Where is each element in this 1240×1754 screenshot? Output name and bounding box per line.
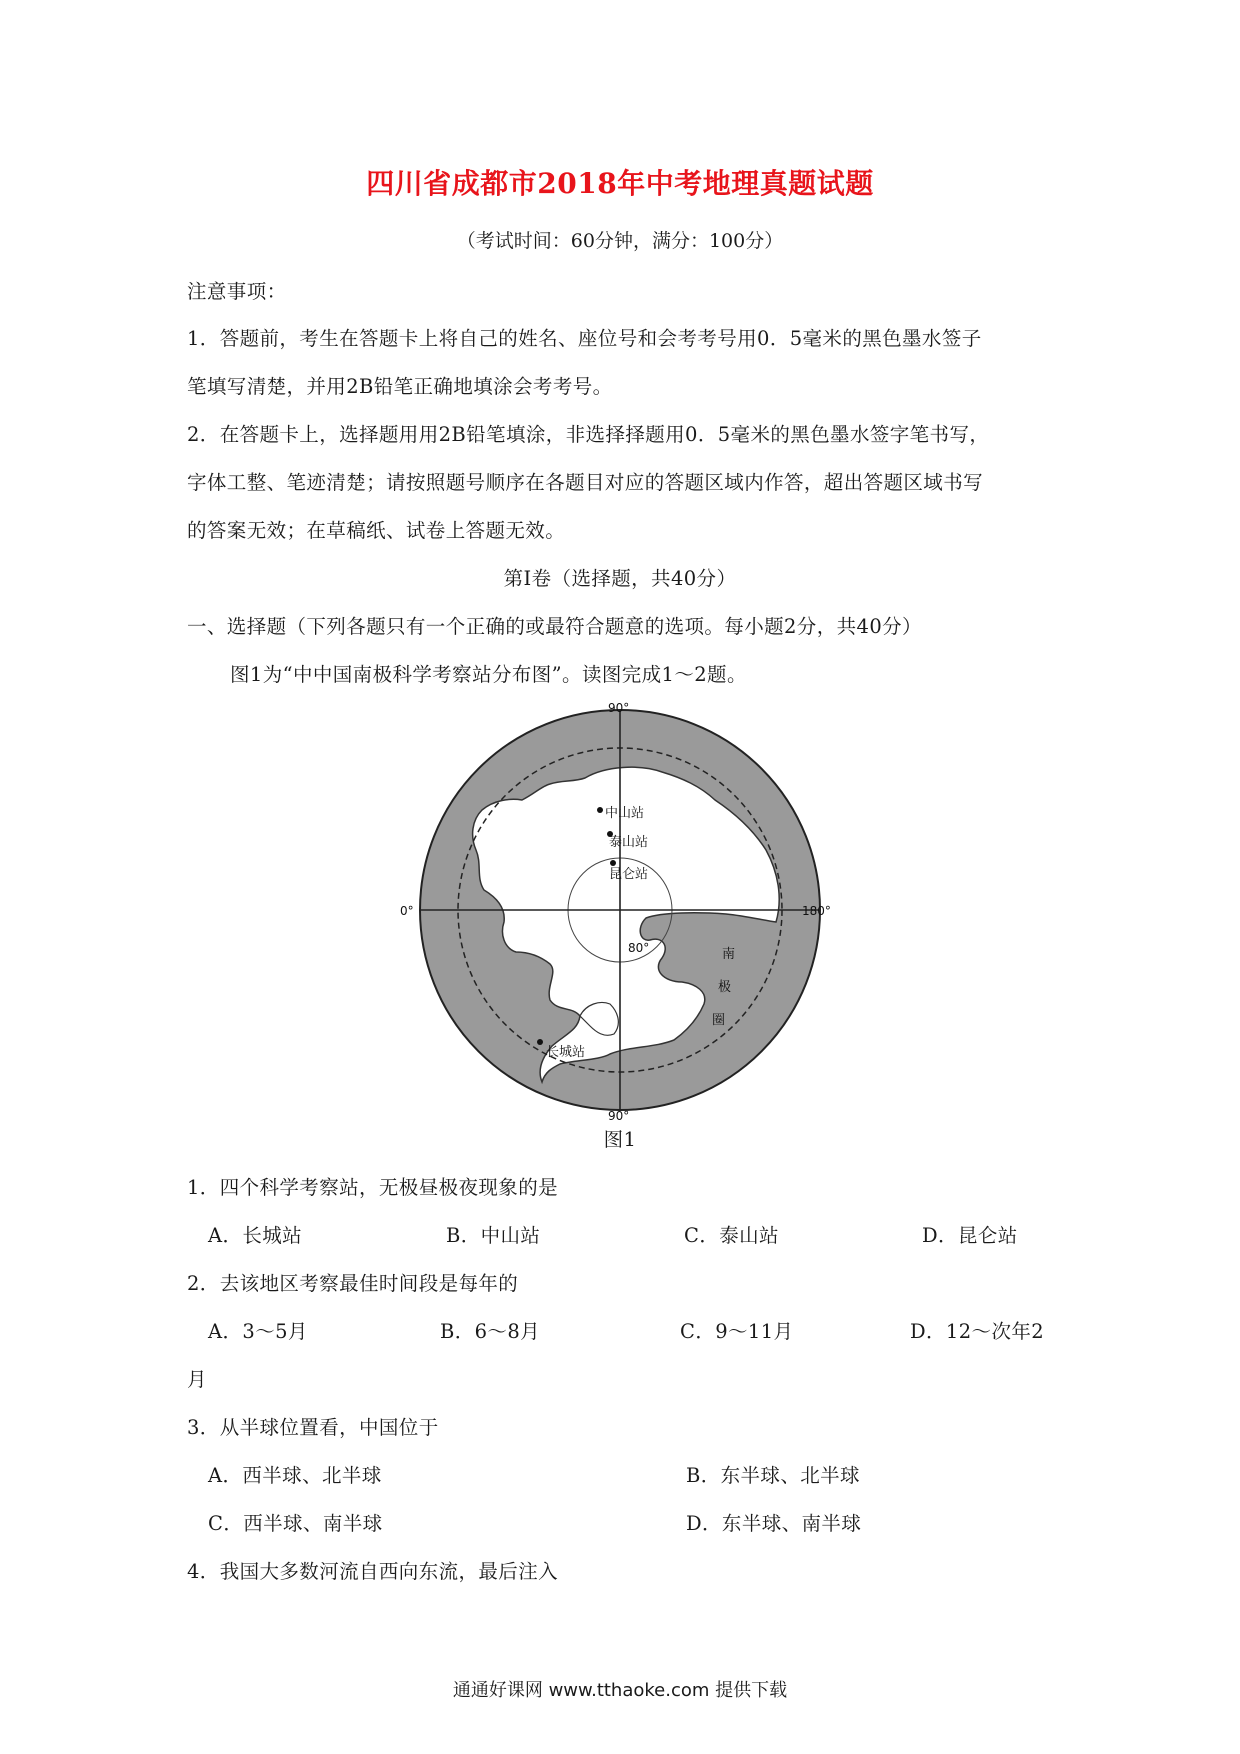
notice-line: 字体工整、笔迹清楚；请按照题号顺序在各题目对应的答题区域内作答，超出答题区域书写 — [187, 471, 984, 494]
page-title: 四川省成都市2018年中考地理真题试题 — [366, 167, 874, 200]
footer-credit: 通通好课网 www.tthaoke.com 提供下载 — [452, 1680, 788, 1701]
great-wall-marker — [537, 1039, 543, 1045]
station-label: 中山站 — [605, 806, 645, 821]
option: B．6～8月 — [440, 1320, 541, 1343]
figure-caption: 图1 — [603, 1128, 637, 1151]
antarctic-circle-label: 圈 — [712, 1013, 726, 1028]
option: A．西半球、北半球 — [208, 1464, 382, 1487]
antarctica-map — [400, 700, 840, 1120]
option: C．9～11月 — [680, 1320, 794, 1343]
notice-line: 2．在答题卡上，选择题用用2B铅笔填涂，非选择择题用0．5毫米的黑色墨水签字笔书写， — [187, 423, 990, 446]
part-title: 第Ⅰ卷（选择题，共40分） — [503, 567, 737, 590]
label-180: 180° — [802, 904, 831, 918]
antarctic-circle-label: 极 — [718, 980, 732, 995]
station-label: 昆仑站 — [609, 867, 649, 882]
kunlun-marker — [610, 860, 616, 866]
option: D．12～次年2 — [910, 1320, 1045, 1343]
exam-info: （考试时间：60分钟，满分：100分） — [456, 230, 784, 252]
station-label: 长城站 — [546, 1045, 586, 1060]
label-top-90: 90° — [608, 701, 630, 715]
figure-intro: 图1为“中中国南极科学考察站分布图”。读图完成1～2题。 — [230, 663, 747, 686]
option: D．昆仑站 — [922, 1224, 1018, 1247]
label-80: 80° — [628, 941, 650, 955]
option-wrap: 月 — [187, 1368, 207, 1391]
section-heading: 一、选择题（下列各题只有一个正确的或最符合题意的选项。每小题2分，共40分） — [187, 615, 922, 638]
option: A．3～5月 — [208, 1320, 308, 1343]
question-stem: 3．从半球位置看，中国位于 — [187, 1416, 439, 1439]
option: D．东半球、南半球 — [686, 1512, 862, 1535]
option: B．中山站 — [446, 1224, 541, 1247]
notice-heading: 注意事项： — [187, 280, 287, 303]
antarctic-circle-label: 南 — [722, 947, 736, 962]
question-stem: 4．我国大多数河流自西向东流，最后注入 — [187, 1560, 559, 1583]
station-label: 泰山站 — [609, 835, 649, 850]
option: C．西半球、南半球 — [208, 1512, 383, 1535]
option: C．泰山站 — [684, 1224, 779, 1247]
question-stem: 1．四个科学考察站，无极昼极夜现象的是 — [187, 1176, 559, 1199]
notice-line: 的答案无效；在草稿纸、试卷上答题无效。 — [187, 519, 566, 542]
zhongshan-marker — [597, 807, 603, 813]
option: B．东半球、北半球 — [686, 1464, 860, 1487]
notice-line: 笔填写清楚，并用2B铅笔正确地填涂会考考号。 — [187, 375, 613, 398]
option: A．长城站 — [208, 1224, 303, 1247]
notice-line: 1．答题前，考生在答题卡上将自己的姓名、座位号和会考考号用0．5毫米的黑色墨水签子 — [187, 327, 982, 350]
question-stem: 2．去该地区考察最佳时间段是每年的 — [187, 1272, 519, 1295]
label-0: 0° — [400, 904, 414, 918]
label-bottom-90: 90° — [608, 1109, 630, 1120]
